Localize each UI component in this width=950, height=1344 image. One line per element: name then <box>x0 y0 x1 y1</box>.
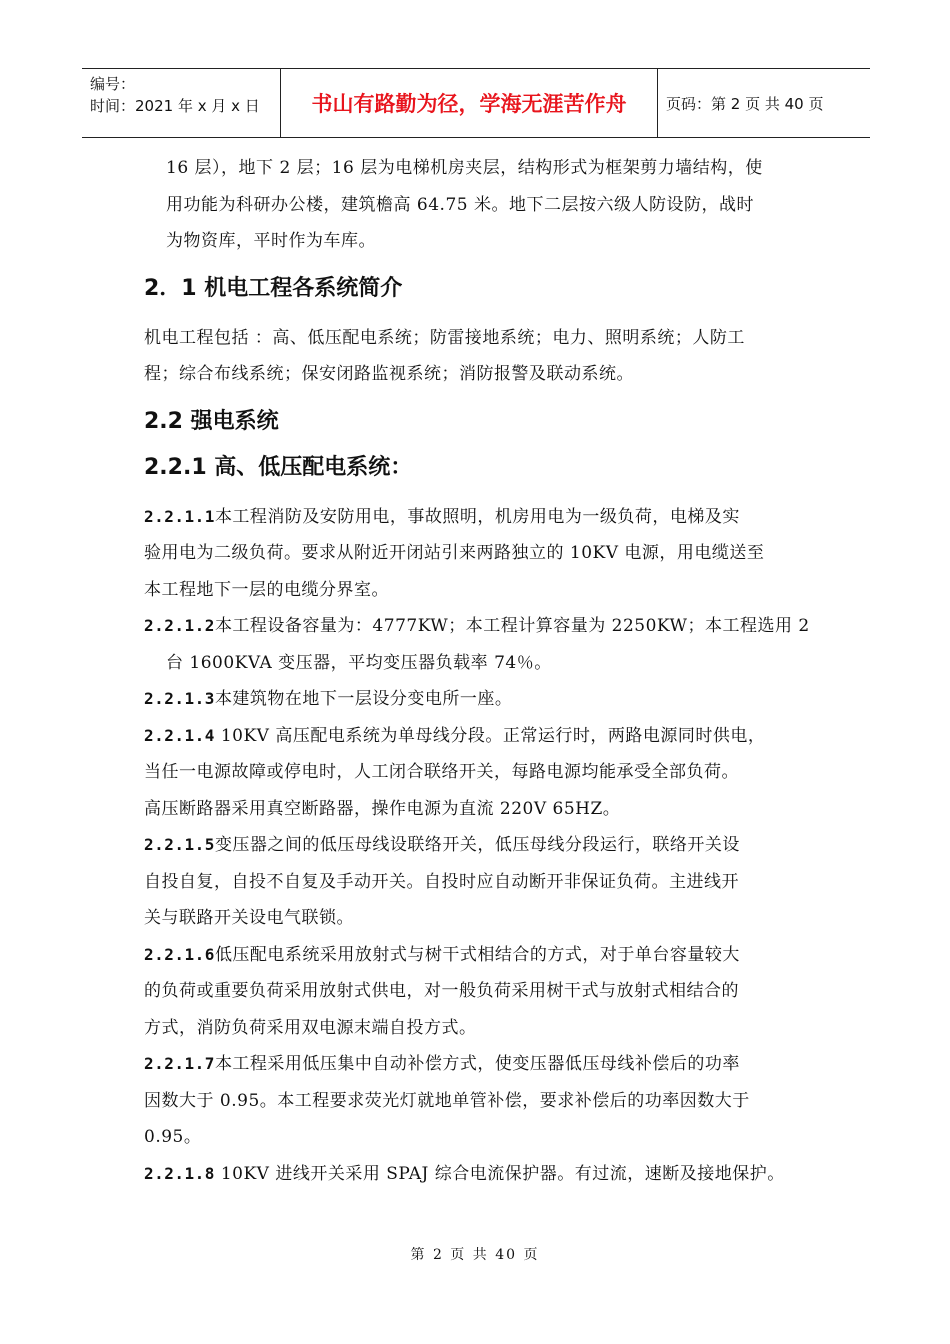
page-footer: 第 2 页 共 40 页 <box>410 1247 540 1263</box>
clause-text: 10KV 进线开关采用 SPAJ 综合电流保护器。有过流，速断及接地保护。 <box>214 1163 785 1184</box>
clause-line <box>144 827 809 864</box>
clause-line: 因数大于 0.95。本工程要求荧光灯就地单管补偿，要求补偿后的功率因数大于 <box>144 1090 750 1111</box>
clause-line: 高压断路器采用真空断路器，操作电源为直流 220V 65HZ。 <box>144 798 621 819</box>
header-motto: 书山有路勤为径，学海无涯苦作舟 <box>280 69 658 137</box>
section-heading-2-2: 2.2 强电系统 <box>144 408 279 434</box>
section-heading-2-1: 2．1 机电工程各系统简介 <box>144 275 403 301</box>
clause-number: 2.2.1.2 <box>144 616 215 635</box>
clause-line: 自投自复，自投不自复及手动开关。自投时应自动断开非保证负荷。主进线开 <box>144 871 739 892</box>
clause-line: 验用电为二级负荷。要求从附近开闭站引来两路独立的 10KV 电源，用电缆送至 <box>144 543 765 563</box>
clause-line: 0.95。 <box>144 1127 202 1147</box>
clause-text: 低压配电系统采用放射式与树干式相结合的方式，对于单台容量较大 <box>214 944 740 965</box>
paragraph-line: 16 层），地下 2 层；16 层为电梯机房夹层，结构形式为框架剪力墙结构，使 <box>166 158 763 178</box>
clause-line <box>144 937 809 974</box>
clause-number: 2.2.1.4 <box>144 725 215 745</box>
clause-text: 本工程设备容量为：4777KW；本工程计算容量为 2250KW；本工程选用 2 <box>214 616 810 636</box>
clause-line <box>144 681 809 718</box>
clause-line: 台 1600KVA 变压器，平均变压器负载率 74％。 <box>166 652 552 673</box>
header-page-info: 页码：第 2 页 共 40 页 <box>666 94 824 113</box>
paragraph-line: 用功能为科研办公楼，建筑檐高 64.75 米。地下二层按六级人防设防，战时 <box>166 194 754 215</box>
clause-line: 方式，消防负荷采用双电源末端自投方式。 <box>144 1017 477 1038</box>
clause-number: 2.2.1.6 <box>144 944 215 964</box>
clause-text: 本建筑物在地下一层设分变电所一座。 <box>214 689 513 709</box>
clause-line: 关与联路开关设电气联锁。 <box>144 908 354 928</box>
clause-text: 本工程采用低压集中自动补偿方式，使变压器低压母线补偿后的功率 <box>214 1054 740 1074</box>
document-body <box>144 150 809 1192</box>
paragraph-line: 机电工程包括 ：高、低压配电系统；防雷接地系统；电力、照明系统；人防工 <box>144 327 745 348</box>
clause-number: 2.2.1.8 <box>144 1163 215 1183</box>
page-header <box>82 68 870 138</box>
clause-line <box>144 608 809 645</box>
clause-line <box>144 1046 809 1083</box>
header-meta <box>82 69 280 137</box>
time-label: 时间：2021 年 x 月 x 日 <box>90 97 260 115</box>
number-label: 编号： <box>90 75 136 93</box>
clause-line: 本工程地下一层的电缆分界室。 <box>144 579 389 600</box>
paragraph-line: 程；综合布线系统；保安闭路监视系统；消防报警及联动系统。 <box>144 364 634 384</box>
section-heading-2-2-1: 2.2.1 高、低压配电系统： <box>144 454 413 480</box>
clause-text: 变压器之间的低压母线设联络开关，低压母线分段运行，联络开关设 <box>214 835 740 855</box>
clause-number: 2.2.1.5 <box>144 835 215 854</box>
clause-text: 本工程消防及安防用电，事故照明，机房用电为一级负荷，电梯及实 <box>214 506 740 527</box>
clause-line <box>144 718 809 755</box>
clause-number: 2.2.1.1 <box>144 506 215 526</box>
clause-line: 当任一电源故障或停电时，人工闭合联络开关，每路电源均能承受全部负荷。 <box>144 762 739 782</box>
clause-number: 2.2.1.3 <box>144 689 215 708</box>
clause-text: 10KV 高压配电系统为单母线分段。正常运行时，两路电源同时供电， <box>214 725 766 746</box>
paragraph-line: 为物资库，平时作为车库。 <box>166 231 376 251</box>
clause-line: 的负荷或重要负荷采用放射式供电，对一般负荷采用树干式与放射式相结合的 <box>144 981 739 1001</box>
clause-number: 2.2.1.7 <box>144 1054 215 1073</box>
clause-line <box>144 1156 809 1193</box>
clause-line <box>144 499 809 536</box>
